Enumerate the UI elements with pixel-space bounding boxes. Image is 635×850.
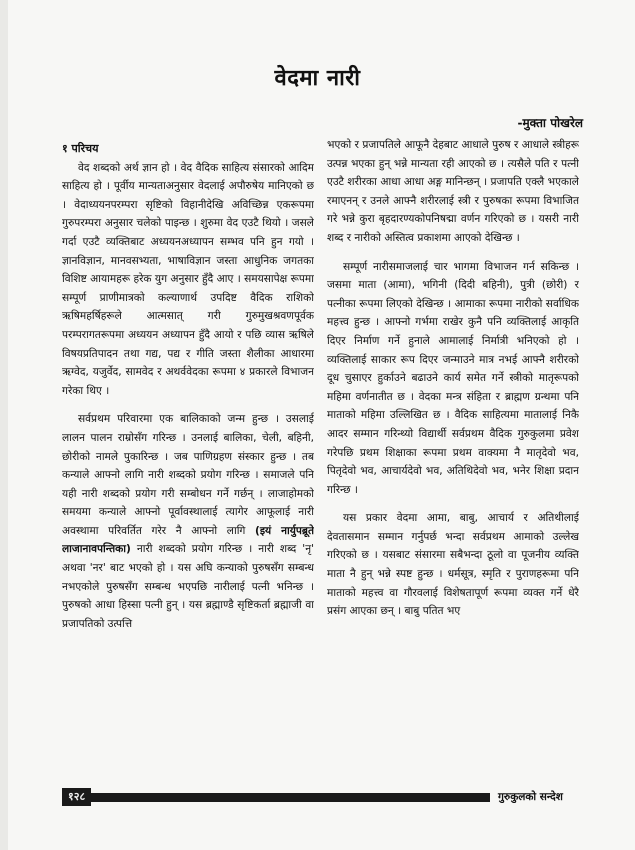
left-column [62,140,314,768]
article-title: वेदमा नारी [274,66,361,91]
paragraph: भएको र प्रजापतिले आफूनै देहबाट आधाले पुरुष र आधाले स्त्रीहरू उत्पन्न भएका हुन् भन्ने मान्यता रही आएको छ । त्यसैले पति र पत्नी एउटै शरीरका आधा आधा अङ्ग मानिन्छन् । प्रजापति एक्लै भएकाले रमाएनन् र उनले आफ्नै शरीरलाई स्त्री र पुरुषका रूपमा विभाजित गरे भन्ने कुरा बृहदारण्यकोपनिषद्मा वर्णन गरिएको छ । यसरी नारी शब्द र नारीको अस्तित्व प्रकाशमा आएको देखिन्छ । [327,139,579,244]
page-number: १२८ [62,788,91,806]
right-column [327,136,579,764]
author-name: -मुक्ता पोखरेल [517,116,583,130]
paragraph: सम्पूर्ण नारीसमाजलाई चार भागमा विभाजन गर्न सकिन्छ । जसमा माता (आमा), भगिनी (दिदी बहिनी), पुत्री (छोरी) र पत्नीका रूपमा लिएको देखिन्छ । आमाका रूपमा नारीको सर्वाधिक महत्त्व हुन्छ । आफ्नो गर्भमा राखेर कुनै पनि व्यक्तिलाई आकृति दिएर निर्माण गर्ने हुनाले आमालाई निर्मात्री भनिएको हो । व्यक्तिलाई साकार रूप दिएर जन्माउने मात्र नभई आफ्नै शरीरको दूध चुसाएर हुर्काउने बढाउने कार्य समेत गर्ने स्त्रीको मातृरूपको महिमा वर्णनातीत छ । वेदका मन्त्र संहिता र ब्राह्मण ग्रन्थमा पनि माताको महिमा उल्लिखित छ । वैदिक साहित्यमा मातालाई निकै आदर सम्मान गरिन्थ्यो विद्यार्थी सर्वप्रथम वैदिक गुरुकुलमा प्रवेश गरेपछि प्रथम शिक्षाका रूपमा प्रथम वाक्यमा नै मातृदेवो भव, पितृदेवो भव, आचार्यदेवो भव, अतिथिदेवो भव, भनेर शिक्षा प्रदान गरिन्छ । [327,260,579,496]
footer-rule [62,793,490,802]
quoted-mantra: (इयं नार्युपब्रूते लाजानावपन्तिका) [62,524,314,556]
page-edge [0,0,8,850]
section-heading: १ परिचय [62,142,99,155]
journal-name: गुरुकुलको सन्देश [498,791,563,803]
paragraph: यस प्रकार वेदमा आमा, बाबु, आचार्य र अतिथीलाई देवतासमान सम्मान गर्नुपर्छ भन्दा सर्वप्रथम आमाको उल्लेख गरिएको छ । यसबाट संसारमा सबैभन्दा ठूलो वा पूजनीय व्यक्ति माता नै हुन् भन्ने स्पष्ट हुन्छ । धर्मसूत्र, स्मृति र पुराणहरूमा पनि माताको महत्त्व वा गौरवलाई विशेषतापूर्ण रूपमा व्यक्त गर्ने धेरै प्रसंग आएका छन् । बाबु पतित भए [327,512,579,618]
paragraph: वेद शब्दको अर्थ ज्ञान हो । वेद वैदिक साहित्य संसारको आदिम साहित्य हो । पूर्वीय मान्यताअनुसार वेदलाई अपौरुषेय मानिएको छ । वेदाध्ययनपरम्परा सृष्टिको विहानीदेखि अविच्छिन्न एकरूपमा गुरुपरम्परा अनुसार चलेको पाइन्छ । शुरुमा वेद एउटै थियो । जसले गर्दा एउटै व्यक्तिबाट अध्ययनअध्यापन सम्भव पनि हुन गयो । ज्ञानविज्ञान, मानवसभ्यता, भाषाविज्ञान जस्ता आधुनिक जगतका विशिष्ट आयामहरू हरेक युग अनुसार हुँदै आए । समयसापेक्ष रूपमा सम्पूर्ण प्राणीमात्रको कल्याणार्थ उपदिष्ट वैदिक राशिको ऋषिमहर्षिहरूले आत्मसात् गरी गुरुमुखश्रवणपूर्वक परम्परागतरूपमा अध्ययन अध्यापन हुँदै आयो र पछि व्यास ऋषिले विषयप्रतिपादन तथा गद्य, पद्य र गीति जस्ता शैलीका आधारमा ऋग्वेद, यजुर्वेद, सामवेद र अथर्ववेदका रूपमा ४ प्रकारले विभाजन गरेका थिए । [62,161,314,397]
paragraph: सर्वप्रथम परिवारमा एक बालिकाको जन्म हुन्छ । उसलाई लालन पालन राम्रोसँग गरिन्छ । उनलाई बालिका, चेली, बहिनी, छोरीको नामले पुकारिन्छ । जब पाणिग्रहण संस्कार हुन्छ । तब कन्याले आफ्नो लागि नारी शब्दको प्रयोग गरिन्छ । समाजले पनि यही नारी शब्दको प्रयोग गरी सम्बोधन गर्ने गर्छन् । लाजाहोमको समयमा कन्याले आफ्नो पूर्वावस्थालाई त्यागेर आफूलाई नारी अवस्थामा परिवर्तित गरेर नै आफ्नो लागि (इयं नार्युपब्रूते लाजानावपन्तिका) नारी शब्दको प्रयोग गरिन्छ । नारी शब्द 'नृ' अथवा 'नर' बाट भएको हो । यस अघि कन्याको पुरुषसँग सम्बन्ध नभएकोले पुरुषसँग सम्बन्ध भएपछि नारीलाई पत्नी भनिन्छ । पुरुषको आधा हिस्सा पत्नी हुन् । यस ब्रह्माण्डै सृष्टिकर्ता ब्रह्माजी वा प्रजापतिको उत्पत्ति [62,413,314,630]
